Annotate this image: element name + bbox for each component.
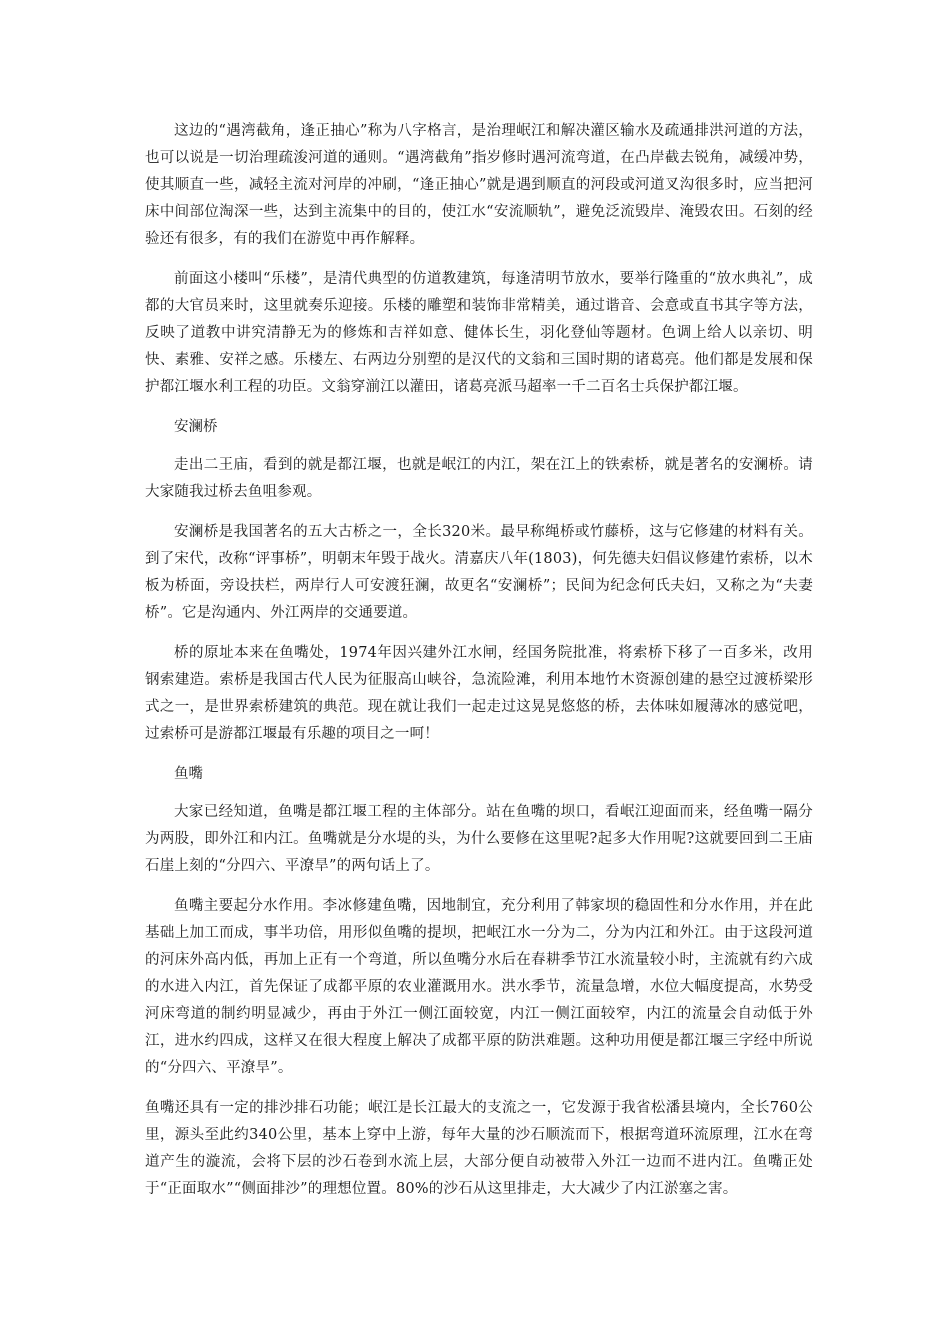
paragraph-bawan: 这边的“遇湾截角，逢正抽心”称为八字格言，是治理岷江和解决灌区输水及疏通排洪河道的方法，也可以说是一切治理疏浚河道的通则。“遇湾截角”指岁修时遇河流弯道，在凸岸截去锐角，减缓冲势，使其顺直一些，减轻主流对河岸的冲刷，“逢正抽心”就是遇到顺直的河段或河道叉沟很多时，应当把河床中间部位淘深一些，达到主流集中的目的，使江水“安流顺轨”，避免泛流毁岸、淹毁农田。石刻的经验还有很多，有的我们在游览中再作解释。 — [145, 123, 813, 247]
paragraph-yuzui-sand: 鱼嘴还具有一定的排沙排石功能；岷江是长江最大的支流之一，它发源于我省松潘县境内，全长760公里，源头至此约340公里，基本上穿中上游，每年大量的沙石顺流而下，根据弯道环流原理，江水在弯道产生的漩流，会将下层的沙石卷到水流上层，大部分便自动被带入外江一边而不进内江。鱼嘴正处于“正面取水”“侧面排沙”的理想位置。80%的沙石从这里排走，大大减少了内江淤塞之害。 — [145, 1100, 813, 1197]
section-heading-yuzui: 鱼嘴 — [174, 766, 203, 782]
section-heading-anlan-bridge: 安澜桥 — [174, 419, 218, 435]
paragraph-anlan-history: 安澜桥是我国著名的五大古桥之一，全长320米。最早称绳桥或竹藤桥，这与它修建的材料有关。到了宋代，改称“评事桥”，明朝末年毁于战火。清嘉庆八年(1803)，何先德夫妇倡议修建竹索桥，以木板为桥面，旁设扶栏，两岸行人可安渡狂澜，故更名“安澜桥”；民间为纪念何氏夫妇，又称之为“夫妻桥”。它是沟通内、外江两岸的交通要道。 — [145, 524, 813, 621]
document-page — [145, 118, 813, 1216]
paragraph-anlan-site: 桥的原址本来在鱼嘴处，1974年因兴建外江水闸，经国务院批准，将索桥下移了一百多米，改用钢索建造。索桥是我国古代人民为征服高山峡谷，急流险滩，利用本地竹木资源创建的悬空过渡桥梁形式之一，是世界索桥建筑的典范。现在就让我们一起走过这晃晃悠悠的桥，去体味如履薄冰的感觉吧，过索桥可是游都江堰最有乐趣的项目之一呵！ — [145, 645, 813, 742]
paragraph-lelou: 前面这小楼叫“乐楼”，是清代典型的仿道教建筑，每逢清明节放水，要举行隆重的“放水典礼”，成都的大官员来时，这里就奏乐迎接。乐楼的雕塑和装饰非常精美，通过谐音、会意或直书其字等方法，反映了道教中讲究清静无为的修炼和吉祥如意、健体长生，羽化登仙等题材。色调上给人以亲切、明快、素雅、安祥之感。乐楼左、右两边分别塑的是汉代的文翁和三国时期的诸葛亮。他们都是发展和保护都江堰水利工程的功臣。文翁穿湔江以灌田，诸葛亮派马超率一千二百名士兵保护都江堰。 — [145, 271, 813, 395]
paragraph-anlan-intro: 走出二王庙，看到的就是都江堰，也就是岷江的内江，架在江上的铁索桥，就是著名的安澜桥。请大家随我过桥去鱼咀参观。 — [145, 457, 813, 500]
paragraph-yuzui-function: 鱼嘴主要起分水作用。李冰修建鱼嘴，因地制宜，充分利用了韩家坝的稳固性和分水作用，并在此基础上加工而成，事半功倍，用形似鱼嘴的提坝，把岷江水一分为二，分为内江和外江。由于这段河道的河床外高内低，再加上正有一个弯道，所以鱼嘴分水后在春耕季节江水流量较小时，主流就有约六成的水进入内江，首先保证了成都平原的农业灌溉用水。洪水季节，流量急增，水位大幅度提高，水势受河床弯道的制约明显减少，再由于外江一侧江面较宽，内江一侧江面较窄，内江的流量会自动低于外江，进水约四成，这样又在很大程度上解决了成都平原的防洪难题。这种功用便是都江堰三字经中所说的“分四六、平潦旱”。 — [145, 898, 813, 1076]
paragraph-yuzui-intro: 大家已经知道，鱼嘴是都江堰工程的主体部分。站在鱼嘴的坝口，看岷江迎面而来，经鱼嘴一隔分为两股，即外江和内江。鱼嘴就是分水堤的头，为什么要修在这里呢?起多大作用呢?这就要回到二王庙石崖上刻的“分四六、平潦旱”的两句话上了。 — [145, 804, 813, 874]
